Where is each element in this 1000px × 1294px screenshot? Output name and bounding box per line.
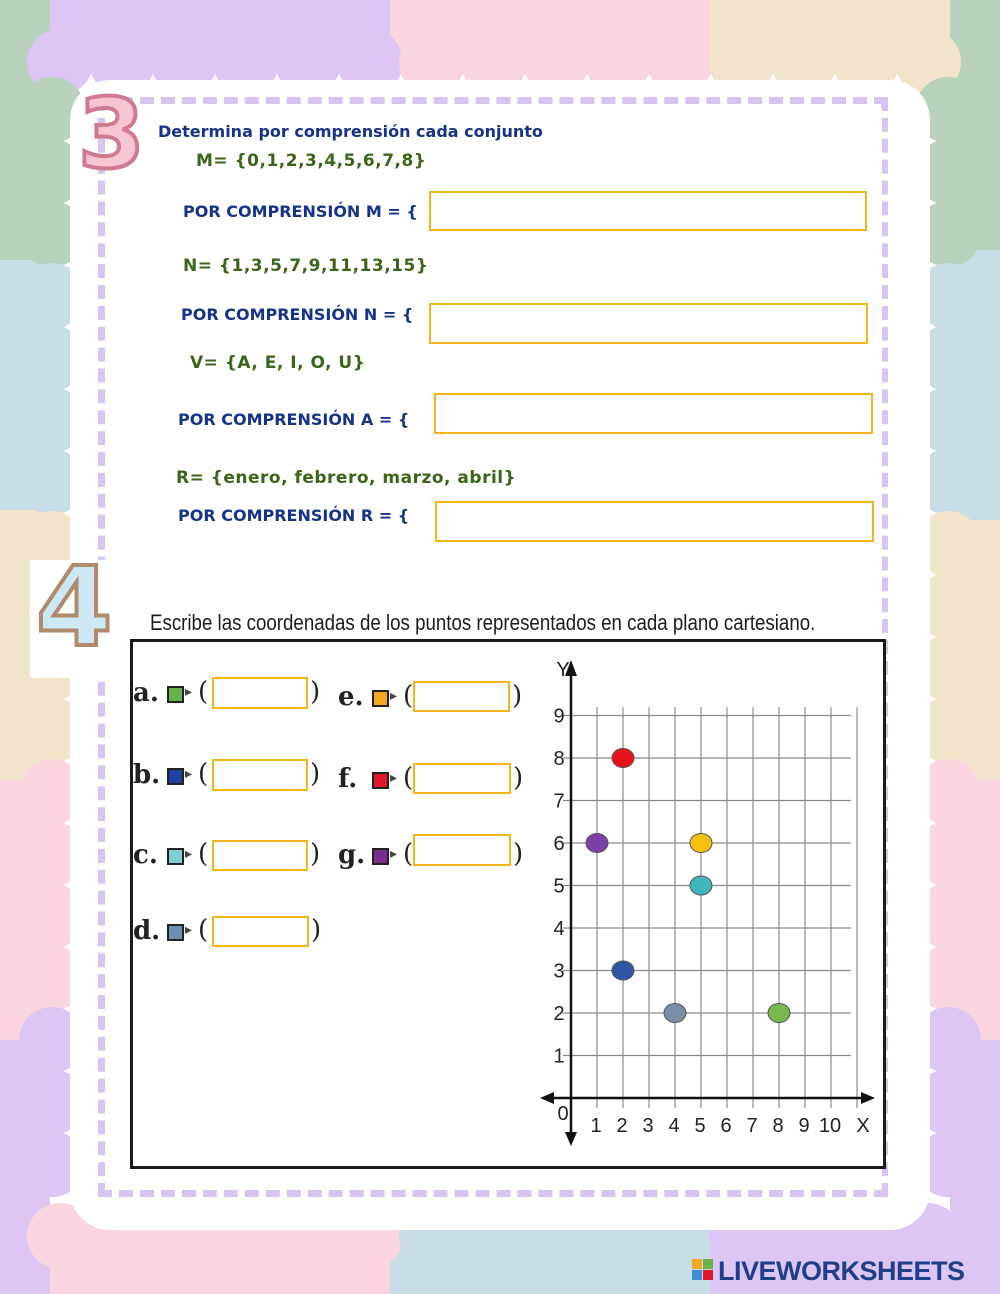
open-parenthesis: ( [403, 681, 414, 711]
liveworksheets-logo-icon [692, 1259, 714, 1281]
color-swatch-icon [372, 772, 389, 789]
close-parenthesis: ) [513, 763, 524, 793]
y-tick-label: 4 [553, 918, 565, 940]
y-tick-label: 3 [553, 960, 565, 983]
set-a-comprehension-label: POR COMPRENSIÓN A = { [178, 410, 410, 429]
plane-grid [563, 707, 857, 1108]
y-tick-label: 2 [553, 1003, 565, 1025]
color-swatch-icon [167, 924, 184, 941]
color-swatch-icon [167, 768, 184, 785]
x-tick-label: 10 [818, 1115, 842, 1137]
set-m-extension: M= {0,1,2,3,4,5,6,7,8} [196, 151, 427, 171]
plot-point [690, 876, 712, 895]
item-letter: a. [133, 678, 159, 708]
arrow-right-icon: ▸ [185, 846, 193, 862]
x-tick-label: 7 [746, 1115, 758, 1137]
section-4-instruction: Escribe las coordenadas de los puntos representados en cada plano cartesiano. [150, 610, 816, 635]
x-axis-arrow-right-icon [861, 1092, 875, 1104]
open-parenthesis: ( [403, 839, 414, 869]
close-parenthesis: ) [513, 839, 524, 869]
plane-tick-labels [553, 659, 869, 1137]
x-axis-arrow-left-icon [540, 1092, 554, 1104]
y-tick-label: 7 [553, 790, 565, 813]
arrow-right-icon: ▸ [390, 770, 398, 786]
y-tick-label: 5 [553, 875, 565, 898]
arrow-right-icon: ▸ [185, 922, 193, 938]
open-parenthesis: ( [198, 839, 209, 869]
close-parenthesis: ) [512, 681, 523, 711]
set-v-extension: V= {A, E, I, O, U} [190, 353, 366, 373]
open-parenthesis: ( [403, 763, 414, 793]
set-n-comprehension-label: POR COMPRENSIÓN N = { [181, 305, 414, 324]
item-letter: f. [338, 764, 358, 794]
set-r-answer-input[interactable] [435, 501, 874, 542]
color-swatch-icon [372, 848, 389, 865]
close-parenthesis: ) [310, 839, 321, 869]
x-tick-label: 1 [590, 1115, 602, 1137]
set-a-answer-input[interactable] [434, 393, 873, 434]
plot-point [612, 961, 634, 980]
set-m-comprehension-label: POR COMPRENSIÓN M = { [183, 202, 418, 221]
close-parenthesis: ) [310, 759, 321, 789]
plane-axes [540, 660, 875, 1146]
item-letter: d. [133, 916, 161, 946]
item-letter: b. [133, 760, 161, 790]
y-tick-label: 9 [553, 705, 565, 728]
plot-point [690, 834, 712, 853]
y-axis-label: Y [556, 659, 570, 681]
y-tick-label: 6 [553, 833, 565, 855]
item-letter: g. [338, 840, 366, 870]
y-tick-label: 1 [553, 1045, 565, 1068]
section-4-number: 4 [36, 543, 113, 671]
coordinate-answer-input[interactable] [212, 677, 308, 709]
coordinate-answer-input[interactable] [413, 681, 510, 712]
arrow-right-icon: ▸ [185, 684, 193, 700]
open-parenthesis: ( [198, 677, 209, 707]
liveworksheets-logo: LIVEWORKSHEETS [718, 1256, 965, 1286]
set-r-comprehension-label: POR COMPRENSIÓN R = { [178, 506, 410, 525]
open-parenthesis: ( [198, 915, 209, 945]
y-axis-arrow-down-icon [565, 1132, 577, 1146]
y-tick-label: 8 [553, 748, 565, 770]
close-parenthesis: ) [310, 677, 321, 707]
x-tick-label: 2 [616, 1115, 628, 1137]
x-tick-label: 4 [668, 1115, 680, 1137]
plot-point [664, 1004, 686, 1023]
item-letter: c. [133, 840, 158, 870]
arrow-right-icon: ▸ [390, 688, 398, 704]
plot-point [768, 1004, 790, 1023]
plot-point [612, 749, 634, 768]
color-swatch-icon [167, 686, 184, 703]
coordinate-answer-input[interactable] [212, 840, 308, 871]
x-tick-label: 8 [772, 1115, 784, 1137]
coordinate-answer-input[interactable] [413, 834, 511, 866]
coordinate-answer-input[interactable] [413, 763, 511, 794]
x-tick-label: 3 [642, 1115, 654, 1137]
arrow-right-icon: ▸ [390, 846, 398, 862]
x-tick-label: 9 [798, 1115, 810, 1137]
set-n-extension: N= {1,3,5,7,9,11,13,15} [183, 256, 429, 276]
color-swatch-icon [372, 690, 389, 707]
set-n-answer-input[interactable] [429, 303, 868, 344]
coordinate-answer-input[interactable] [212, 916, 309, 947]
set-r-extension: R= {enero, febrero, marzo, abril} [176, 468, 517, 488]
color-swatch-icon [167, 848, 184, 865]
x-axis-label: X [856, 1115, 870, 1137]
arrow-right-icon: ▸ [185, 766, 193, 782]
section-3-instruction: Determina por comprensión cada conjunto [158, 122, 543, 141]
item-letter: e. [338, 682, 364, 712]
x-tick-label: 5 [694, 1115, 706, 1137]
origin-label: 0 [557, 1103, 569, 1125]
plot-point [586, 834, 608, 853]
x-tick-label: 6 [720, 1115, 732, 1137]
coordinate-answer-input[interactable] [212, 759, 308, 791]
cartesian-plane [530, 650, 880, 1160]
section-3-number: 3 [78, 78, 145, 190]
close-parenthesis: ) [311, 915, 322, 945]
open-parenthesis: ( [198, 759, 209, 789]
set-m-answer-input[interactable] [429, 191, 867, 231]
